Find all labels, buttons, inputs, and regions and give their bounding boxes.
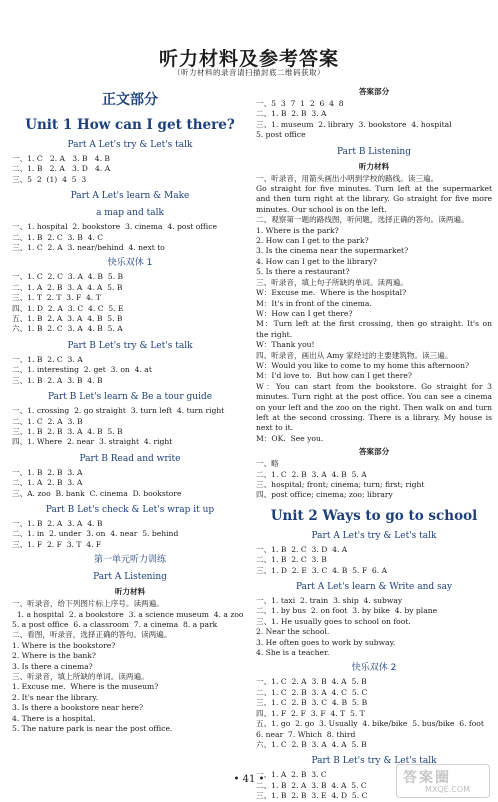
part-heading: Part B Read and write (79, 453, 181, 464)
answer-line: 一、1. A 2. B 3. C (256, 770, 327, 780)
answer-line: 四、1. D 2. A 3. C 4. C 5. E (12, 303, 124, 313)
watermark-url: MXQE.COM (425, 785, 471, 794)
part-heading: Part A Let's try & Let's talk (67, 140, 193, 150)
text-paragraph: Go straight for five minutes. Turn left at the supermarket and then turn right at the library. Go straight for five more minutes. Our school is on the left. (256, 184, 492, 214)
part-heading: Part A Let's try & Let's talk (311, 530, 437, 541)
answer-line: 一、1. taxi 2. train 3. ship 4. subway (256, 596, 403, 606)
answer-line: 4. There is a hospital. (12, 713, 96, 723)
answer-line: 4. She is a teacher. (256, 648, 330, 658)
answer-line: 二、1. by bus 2. on foot 3. by bike 4. by plane (256, 606, 438, 616)
subheading: 答案部分 (358, 447, 390, 457)
answer-line: 4. How can I get to the library? (256, 256, 377, 266)
answer-line: 一、1. B 2. C 3. A (12, 354, 83, 364)
answer-line: W：Would you like to come to my home this afternoon? (256, 360, 470, 370)
answer-line: W：Excuse me. Where is the hospital? (256, 288, 407, 298)
answer-line: 二、1. C 2. A 3. B (12, 416, 83, 426)
answer-line: 三、1. C 2. B 3. C 4. B 5. B (256, 698, 368, 708)
text-paragraph: M：Turn left at the first crossing, then go straight. It's on the right. (256, 319, 492, 339)
subheading: 答案部分 (358, 87, 390, 96)
answer-line: 5. a post office 6. a classroom 7. a cinema 8. a park (12, 619, 218, 629)
answer-line: 二、观察第一题的路线图，听问题，选择正确的答句。读两遍。 (256, 215, 469, 225)
answer-line: 二、看图，听录音，选择正确的答句。读两遍。 (12, 630, 172, 640)
answer-line: 三、1. He usually goes to school on foot. (256, 616, 411, 626)
answer-line: 一、听录音，用箭头画出小明到学校的路线。读三遍。 (256, 173, 439, 183)
part-heading: a map and talk (96, 208, 164, 219)
answer-line: 3. Is there a bookstore near here? (12, 703, 144, 713)
answer-line: 三、1. B 2. B 3. E 4. D 5. C (256, 791, 368, 801)
answer-line: 三、听录音，填上句子所缺的单词。读两遍。 (256, 277, 408, 287)
answer-line: 六、1. C 2. B 3. A 4. A 5. B (256, 739, 367, 749)
answer-line: 6. near 7. Which 8. third (256, 729, 356, 739)
answer-line: 一、听录音，给下列图片标上序号。读两遍。 (12, 599, 164, 609)
part-heading: Part B Listening (337, 146, 411, 157)
answer-line: 三、听录音，填上所缺的单词。读两遍。 (12, 672, 149, 681)
part-heading: Part B Let's try & Let's talk (67, 340, 193, 351)
answer-line: 一、5 3 7 1 2 6 4 8 (256, 99, 344, 108)
left-column (12, 84, 248, 734)
answer-line: 三、1. museum 2. library 3. bookstore 4. hospital (256, 119, 452, 129)
answer-line: 一、1. B 2. B 3. A (12, 467, 83, 477)
answer-line: 一、1. C 2. A 3. B 4. B (12, 154, 111, 163)
answer-line: 五、1. go 2. go 3. Usually 4. bike/bike 5. bus/bike 6. foot (256, 719, 484, 729)
answer-line: W：How can I get there? (256, 308, 353, 318)
part-heading: Part A Let's learn & Write and say (295, 582, 453, 593)
unit-heading: Unit 1 How can I get there? (25, 117, 235, 133)
right-column (256, 84, 492, 802)
answer-line: 四、1. F 2. F 3. F 4. T 5. T (256, 708, 365, 718)
answer-line: 二、1. B 2. C 3. B 4. C (12, 232, 104, 242)
subheading: 听力材料 (358, 161, 390, 171)
answer-line: 一、1. C 2. C 3. A 4. B 5. B (12, 272, 124, 282)
subheading: 听力材料 (114, 587, 146, 597)
answer-line: 二、1. B 2. B 3. A (256, 109, 327, 119)
answer-line: 3. He often goes to work by subway. (256, 637, 396, 647)
page-subtitle: （听力材料的录音请扫描封底二维码获取） (173, 68, 325, 77)
watermark-text: 答案圈 (403, 770, 451, 786)
answer-line: 四、听录音，画出从 Amy 家经过的主要建筑物。读三遍。 (256, 350, 453, 360)
page-number: • 41 • (233, 774, 265, 785)
answer-line: M：OK. See you. (256, 433, 324, 443)
answer-line: 二、1. A 2. B 3. A 4. A 5. B (12, 282, 123, 292)
answer-line: 一、1. hospital 2. bookstore 3. cinema 4. post office (12, 222, 217, 232)
answer-line: 四、post office; cinema; zoo; library (256, 490, 393, 500)
answer-line: 5. The nature park is near the post office. (12, 724, 173, 734)
answer-line: 1. a hospital 2. a bookstore 3. a science museum 4. a zoo (12, 609, 244, 619)
answer-line: 二、1. B 2. A 3. D 4. A (12, 164, 111, 174)
answer-line: 二、1. in 2. under 3. on 4. near 5. behind (12, 529, 179, 539)
answer-line: 四、1. Where 2. near 3. straight 4. right (12, 437, 173, 447)
page-title: 听力材料及参考答案 (158, 48, 339, 70)
answer-line: 二、1. interesting 2. get 3. on 4. at (12, 365, 152, 375)
answer-line: 三、1. D 2. E 3. C 4. B 5. F 6. A (256, 565, 388, 575)
practice-heading: 快乐双休 2 (351, 663, 397, 674)
text-paragraph: W：You can start from the bookstore. Go straight for 3 minutes. Turn right at the post office. You can see a cinema on your left and the zoo on the right. Then walk on and turn left at the second crossing. There is a library. My house is next to it. (256, 381, 492, 433)
answer-line: 1. Where is the bookstore? (12, 640, 116, 650)
part-heading: Part B Let's try & Let's talk (311, 756, 437, 767)
answer-line: 三、1. C 2. A 3. near/behind 4. next to (12, 243, 165, 253)
answer-line: 3. Is there a cinema? (12, 661, 93, 671)
answer-line: 三、1. B 2. B 3. A 4. B 5. B (12, 426, 123, 436)
answer-line: 三、hospital; front; cinema; turn; first; right (256, 480, 425, 489)
part-heading: Part B Let's check & Let's wrap it up (45, 504, 215, 515)
watermark-logo (396, 764, 490, 798)
practice-heading: 快乐双休 1 (107, 258, 153, 269)
answer-line: 二、1. B 2. A 3. B 4. A 5. C (256, 780, 367, 790)
answer-line: 1. Where is the park? (256, 225, 339, 235)
part-heading: Part A Let's learn & Make (70, 191, 190, 202)
answer-line: 5. post office (256, 130, 306, 140)
answer-line: 一、略 (256, 459, 279, 469)
answer-line: 三、A. zoo B. bank C. cinema D. bookstore (12, 488, 182, 498)
answer-line: 二、1. A 2. B 3. A (12, 478, 83, 488)
answer-line: 2. It's near the library. (12, 692, 99, 702)
answer-line: 一、1. crossing 2. go straight 3. turn left 4. turn right (12, 406, 225, 416)
answer-line: 六、1. B 2. C 3. A 4. B 5. A (12, 324, 123, 334)
answer-line: 二、1. C 2. B 3. A 4. B 5. A (256, 469, 367, 479)
part-heading: Part A Listening (93, 572, 167, 583)
answer-line: 一、1. B 2. A 3. A 4. B (12, 518, 103, 528)
answer-line: 5. Is there a restaurant? (256, 267, 350, 277)
answer-line: 1. Excuse me. Where is the museum? (12, 682, 159, 692)
answer-line: 二、1. B 2. C 3. B (256, 555, 327, 565)
answer-line: 三、1. T 2. T 3. F 4. T (12, 293, 101, 303)
answer-line: 2. How can I get to the park? (256, 236, 369, 246)
answer-line: M：I'd love to. But how can I get there? (256, 371, 412, 381)
answer-line: 一、1. B 2. C 3. D 4. A (256, 544, 348, 554)
answer-line: 三、1. B 2. A 3. B 4. B (12, 375, 103, 385)
answer-line: 五、1. B 2. A 3. A 4. B 5. B (12, 314, 123, 324)
answer-line: 三、1. F 2. F 3. T 4. F (12, 539, 102, 549)
answer-line: W：Thank you! (256, 340, 315, 350)
answer-line: M：It's in front of the cinema. (256, 298, 372, 308)
answer-line: 三、5 2 (1) 4 5 3 (12, 174, 87, 184)
answer-line: 二、1. C 2. B 3. A 4. C 5. C (256, 687, 368, 697)
answer-line: 2. Near the school. (256, 627, 330, 637)
answer-line: 2. Where is the bank? (12, 651, 96, 661)
unit-heading: Unit 2 Ways to go to school (270, 507, 478, 524)
practice-heading: 第一单元听力训练 (93, 555, 166, 566)
part-heading: Part B Let's learn & Be a tour guide (47, 392, 213, 403)
answer-line: 3. Is the cinema near the supermarket? (256, 246, 409, 256)
section-heading: 正文部分 (102, 92, 158, 108)
answer-line: 一、1. C 2. A 3. B 4. A 5. B (256, 677, 367, 687)
